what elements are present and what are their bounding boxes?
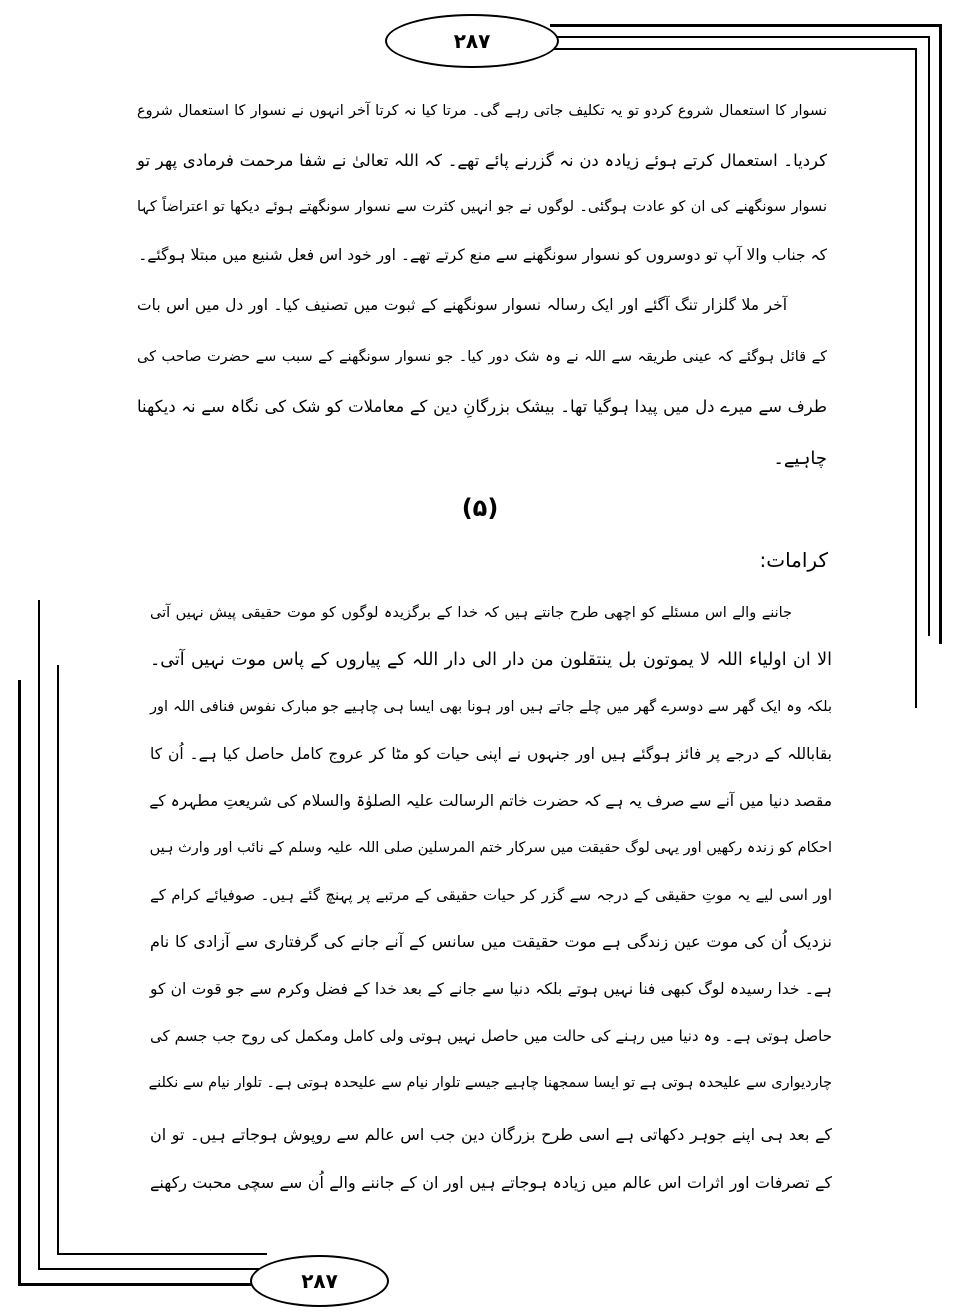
frame-rule [939, 24, 942, 644]
text-line: کہ جناب والا آپ تو دوسروں کو نسوار سونگھنے سے منع کرتے تھے۔ اور خود اس فعل شنیع میں مبتلا ہوگئے۔ [138, 246, 827, 264]
frame-rule [550, 24, 942, 27]
text-line: کے بعد ہی اپنے جوہر دکھاتی ہے اسی طرح بزرگان دین جب اس عالم سے روپوش ہوجاتے ہیں۔ تو ان [150, 1125, 832, 1144]
text-line: جاننے والے اس مسئلے کو اچھی طرح جانتے ہیں کہ خدا کے برگزیدہ لوگوں کو موت حقیقی پیش نہیں آتی [150, 605, 792, 621]
section-title: کرامات: [759, 548, 828, 572]
text-line: احکام کو زندہ رکھیں اور یہی لوگ حقیقت میں سرکار ختم المرسلین صلی اللہ علیہ وسلم کے نائب اور وارث ہیں [149, 840, 832, 856]
text-line: طرف سے میرے دل میں پیدا ہوگیا تھا۔ بیشک بزرگانِ دین کے معاملات کو شک کی نگاہ سے نہ دیکھنا [137, 397, 827, 416]
text-line: حاصل ہوتی ہے۔ وہ دنیا میں رہنے کی حالت میں حاصل نہیں ہوتی ولی کامل ومکمل کی روح جب جسم کی [150, 1027, 832, 1045]
text-line: اور اسی لیے یہ موتِ حقیقی کے درجہ سے گزر کر حیات حقیقی کے مرتبے پر پہنچ گئے ہیں۔ صوفیائے کرام کے [150, 886, 832, 904]
text-line: نسوار سونگھنے کی ان کو عادت ہوگئی۔ لوگوں نے جو انہیں کثرت سے نسوار سونگھتے ہوئے دیکھا تو اعتراضاً کہا [137, 199, 827, 215]
text-line: بلکہ وہ ایک گھر سے دوسرے گھر میں چلے جاتے ہیں اور ہونا بھی ایسا ہی چاہیے جو مبارک نفوس فنافی اللہ اور [150, 699, 832, 715]
text-line: آخر ملا گلزار تنگ آگئے اور ایک رسالہ نسوار سونگھنے کے ثبوت میں تصنیف کیا۔ اور دل میں اس بات [137, 296, 787, 314]
section-number: (۵) [461, 494, 499, 522]
frame-rule [550, 48, 917, 50]
page-number-top: ۲۸۷ [385, 14, 559, 68]
frame-rule [915, 48, 917, 708]
frame-rule [57, 665, 59, 1255]
text-line: چاردیواری سے علیحدہ ہوتی ہے تو ایسا سمجھنا چاہیے جیسے تلوار نیام سے علیحدہ ہوتی ہے۔ تلوار نیام سے نکلنے [148, 1075, 832, 1091]
text-line: الا ان اولیاء اللہ لا یموتون بل ینتقلون من دار الی دار اللہ کے پیاروں کے پاس موت نہیں آتی۔ [150, 650, 832, 670]
frame-rule [552, 36, 930, 38]
text-line: چاہیے۔ [773, 448, 827, 469]
frame-rule [928, 36, 930, 636]
text-line: مقصد دنیا میں آنے سے صرف یہ ہے کہ حضرت خاتم الرسالت علیہ الصلوٰۃ والسلام کی شریعتِ مطہرہ کے [149, 792, 832, 810]
frame-rule [57, 1253, 267, 1255]
frame-rule [38, 1268, 263, 1270]
text-line: ہے۔ خدا رسیدہ لوگ کبھی فنا نہیں ہوتے بلکہ دنیا سے جانے کے بعد خدا کے فضل وکرم سے جو قوت ان کو [150, 980, 832, 998]
text-line: کردیا۔ استعمال کرتے ہوئے زیادہ دن نہ گزرنے پائے تھے۔ کہ اللہ تعالیٰ نے شفا مرحمت فرمادی پھر تو [137, 151, 827, 170]
frame-rule [18, 1283, 268, 1286]
frame-rule [38, 600, 40, 1270]
text-line: بقاباللہ کے درجے پر فائز ہوگئے ہیں اور جنہوں نے اپنی حیات کو مٹا کر عروج کامل حاصل کیا ہے۔ اُن کا [150, 745, 832, 763]
text-line: کے قائل ہوگئے کہ عینی طریقہ سے اللہ نے وہ شک دور کیا۔ جو نسوار سونگھنے کے سبب سے حضرت صاحب کی [137, 349, 827, 365]
frame-rule [18, 680, 21, 1285]
text-line: نسوار کا استعمال شروع کردو تو یہ تکلیف جاتی رہے گی۔ مرتا کیا نہ کرتا آخر انہوں نے نسوار کا استعمال شروع [137, 103, 827, 119]
text-line: کے تصرفات اور اثرات اس عالم میں زیادہ ہوجاتے ہیں اور ان کے جاننے والے اُن سے سچی محبت رکھنے [150, 1173, 832, 1192]
text-line: نزدیک اُن کی موت عین زندگی ہے موت حقیقت میں سانس کے آنے جانے کی گرفتاری سے آزادی کا نام [150, 932, 832, 951]
page-number-bottom: ۲۸۷ [250, 1255, 389, 1307]
